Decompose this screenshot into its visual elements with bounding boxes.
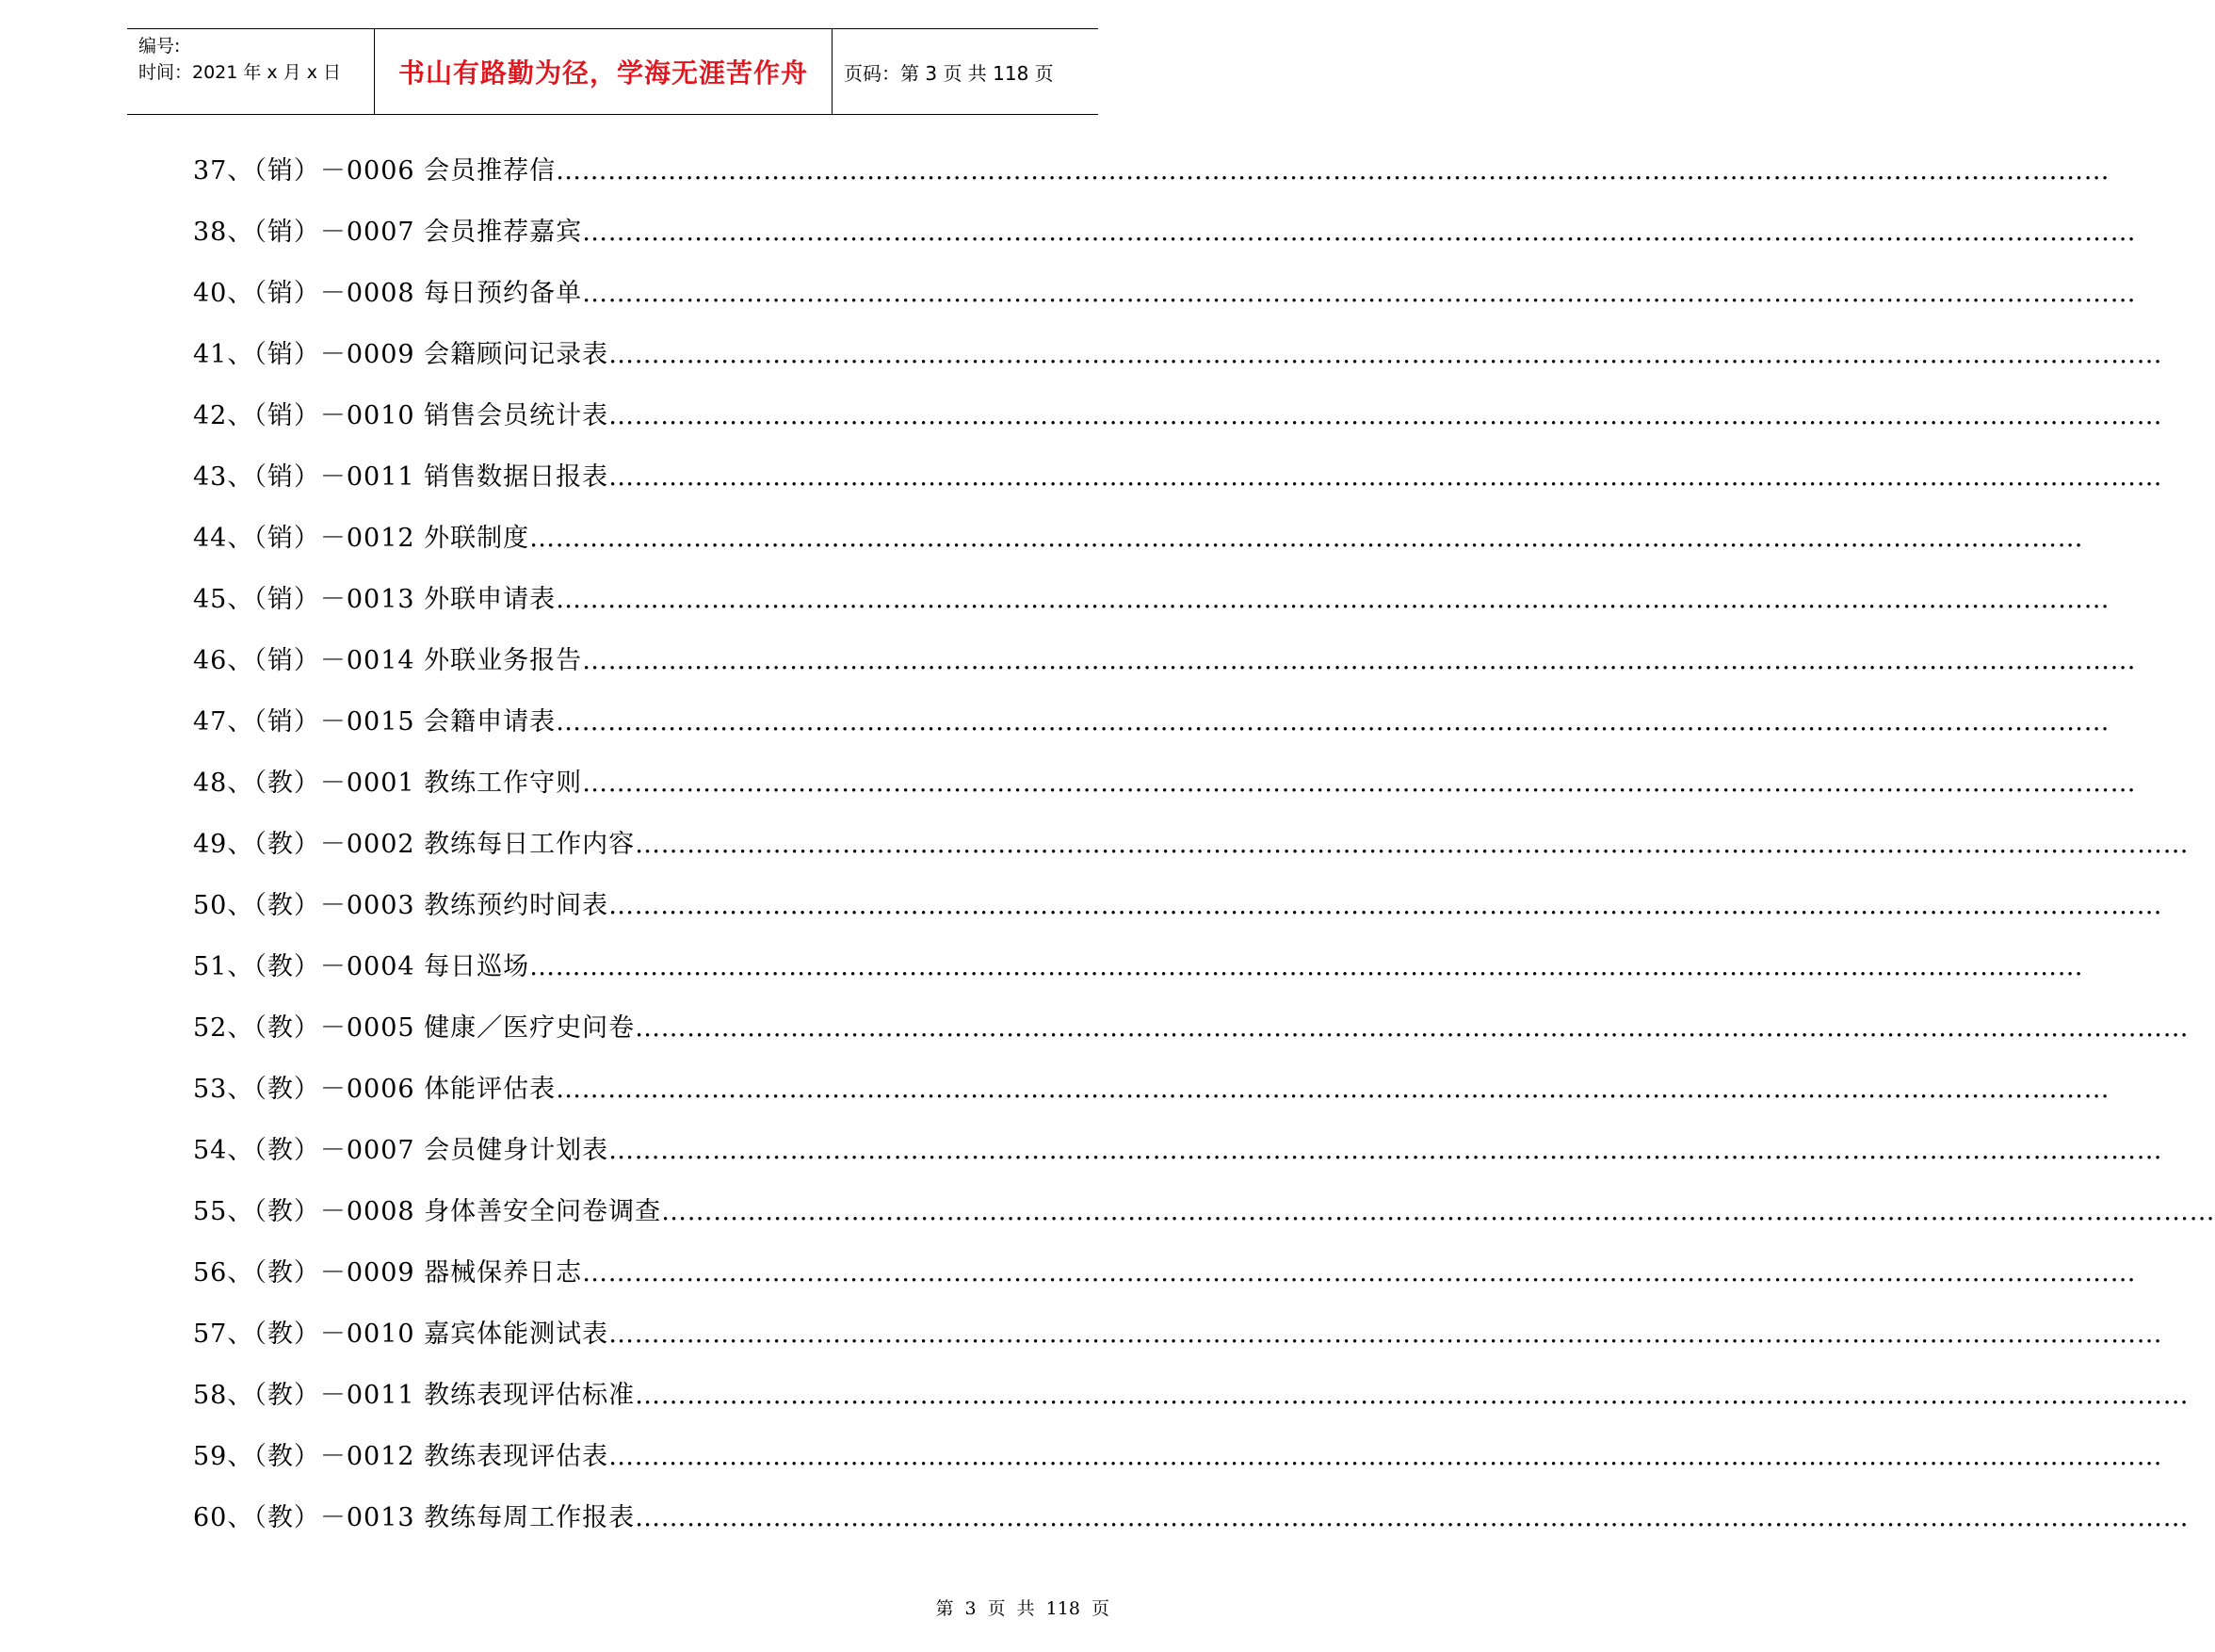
toc-leader-dots: ……………………………………………………………………………………………………………………………………………………………… [661,1197,2215,1226]
toc-leader-dots: ……………………………………………………………………………………………………………………………………………………………… [608,1442,2163,1471]
toc-item[interactable] [193,207,2137,268]
toc-item[interactable] [193,697,2110,758]
toc-item-title: 48、（教）－0001 教练工作守则 [193,769,583,798]
toc-item-title: 58、（教）－0011 教练表现评估标准 [193,1381,636,1410]
toc-item-title: 55、（教）－0008 身体善安全问卷调查 [193,1197,662,1226]
toc-item-title: 40、（销）－0008 每日预约备单 [193,279,583,308]
toc-item[interactable] [193,819,2190,881]
toc-leader-dots: ……………………………………………………………………………………………………………………………………………………………… [608,462,2163,492]
toc-item[interactable] [193,575,2110,636]
header-page-info: 页码：第 3 页 共 118 页 [844,61,1054,85]
toc-leader-dots: ……………………………………………………………………………………………………………………………………………………………… [582,646,2137,675]
toc-item-title: 47、（销）－0015 会籍申请表 [193,707,557,737]
toc-item[interactable] [193,330,2163,391]
toc-leader-dots: ……………………………………………………………………………………………………………………………………………………………… [608,401,2163,430]
page-header [127,28,1098,115]
table-of-contents [193,146,2215,1554]
number-label: 编号: [138,36,181,57]
toc-item-title: 57、（教）－0010 嘉宾体能测试表 [193,1320,609,1349]
toc-item-title: 42、（销）－0010 销售会员统计表 [193,401,609,430]
toc-item[interactable] [193,1248,2137,1309]
toc-item-title: 45、（销）－0013 外联申请表 [193,585,557,614]
header-motto: 书山有路勤为径，学海无涯苦作舟 [374,29,833,114]
toc-item-title: 56、（教）－0009 器械保养日志 [193,1258,583,1288]
toc-item-title: 41、（销）－0009 会籍顾问记录表 [193,340,609,369]
toc-item-title: 54、（教）－0007 会员健身计划表 [193,1136,609,1165]
toc-item[interactable] [193,1126,2163,1187]
toc-leader-dots: ……………………………………………………………………………………………………………………………………………………………… [582,279,2137,308]
toc-item-title: 50、（教）－0003 教练预约时间表 [193,891,609,920]
toc-item[interactable] [193,636,2137,697]
toc-leader-dots: ……………………………………………………………………………………………………………………………………………………………… [635,1381,2190,1410]
toc-item-title: 53、（教）－0006 体能评估表 [193,1075,557,1104]
toc-item-title: 60、（教）－0013 教练每周工作报表 [193,1503,636,1532]
toc-item[interactable] [193,1187,2215,1248]
toc-leader-dots: ……………………………………………………………………………………………………………………………………………………………… [556,1075,2110,1104]
toc-item-title: 52、（教）－0005 健康／医疗史问卷 [193,1013,636,1043]
toc-item[interactable] [193,942,2084,1003]
toc-item[interactable] [193,513,2084,575]
toc-leader-dots: ……………………………………………………………………………………………………………………………………………………………… [635,830,2190,859]
toc-leader-dots: ……………………………………………………………………………………………………………………………………………………………… [529,952,2084,981]
toc-leader-dots: ……………………………………………………………………………………………………………………………………………………………… [608,340,2163,369]
time-label: 时间：2021 年 x 月 x 日 [138,62,342,83]
toc-item-title: 49、（教）－0002 教练每日工作内容 [193,830,636,859]
toc-item[interactable] [193,1432,2163,1493]
toc-item[interactable] [193,1064,2110,1126]
footer-page-number: 第 3 页 共 118 页 [935,1598,1109,1619]
toc-item[interactable] [193,881,2163,942]
toc-item-title: 43、（销）－0011 销售数据日报表 [193,462,609,492]
toc-item-title: 38、（销）－0007 会员推荐嘉宾 [193,218,583,247]
toc-leader-dots: ……………………………………………………………………………………………………………………………………………………………… [556,156,2110,186]
toc-leader-dots: ……………………………………………………………………………………………………………………………………………………………… [556,707,2110,737]
toc-item[interactable] [193,1493,2190,1554]
toc-leader-dots: ……………………………………………………………………………………………………………………………………………………………… [608,1320,2163,1349]
toc-leader-dots: ……………………………………………………………………………………………………………………………………………………………… [608,1136,2163,1165]
toc-leader-dots: ……………………………………………………………………………………………………………………………………………………………… [582,218,2137,247]
toc-item[interactable] [193,1003,2190,1064]
toc-item-title: 37、（销）－0006 会员推荐信 [193,156,557,186]
toc-item[interactable] [193,1309,2163,1370]
toc-item[interactable] [193,146,2110,207]
toc-leader-dots: ……………………………………………………………………………………………………………………………………………………………… [529,524,2084,553]
toc-item[interactable] [193,452,2163,513]
toc-leader-dots: ……………………………………………………………………………………………………………………………………………………………… [608,891,2163,920]
toc-leader-dots: ……………………………………………………………………………………………………………………………………………………………… [635,1503,2190,1532]
toc-item[interactable] [193,391,2163,452]
toc-item[interactable] [193,758,2137,819]
toc-item[interactable] [193,1370,2190,1432]
toc-leader-dots: ……………………………………………………………………………………………………………………………………………………………… [635,1013,2190,1043]
toc-item-title: 51、（教）－0004 每日巡场 [193,952,530,981]
toc-item[interactable] [193,268,2137,330]
toc-item-title: 59、（教）－0012 教练表现评估表 [193,1442,609,1471]
toc-item-title: 46、（销）－0014 外联业务报告 [193,646,583,675]
toc-item-title: 44、（销）－0012 外联制度 [193,524,530,553]
toc-leader-dots: ……………………………………………………………………………………………………………………………………………………………… [556,585,2110,614]
toc-leader-dots: ……………………………………………………………………………………………………………………………………………………………… [582,769,2137,798]
header-meta [127,29,374,114]
toc-leader-dots: ……………………………………………………………………………………………………………………………………………………………… [582,1258,2137,1288]
